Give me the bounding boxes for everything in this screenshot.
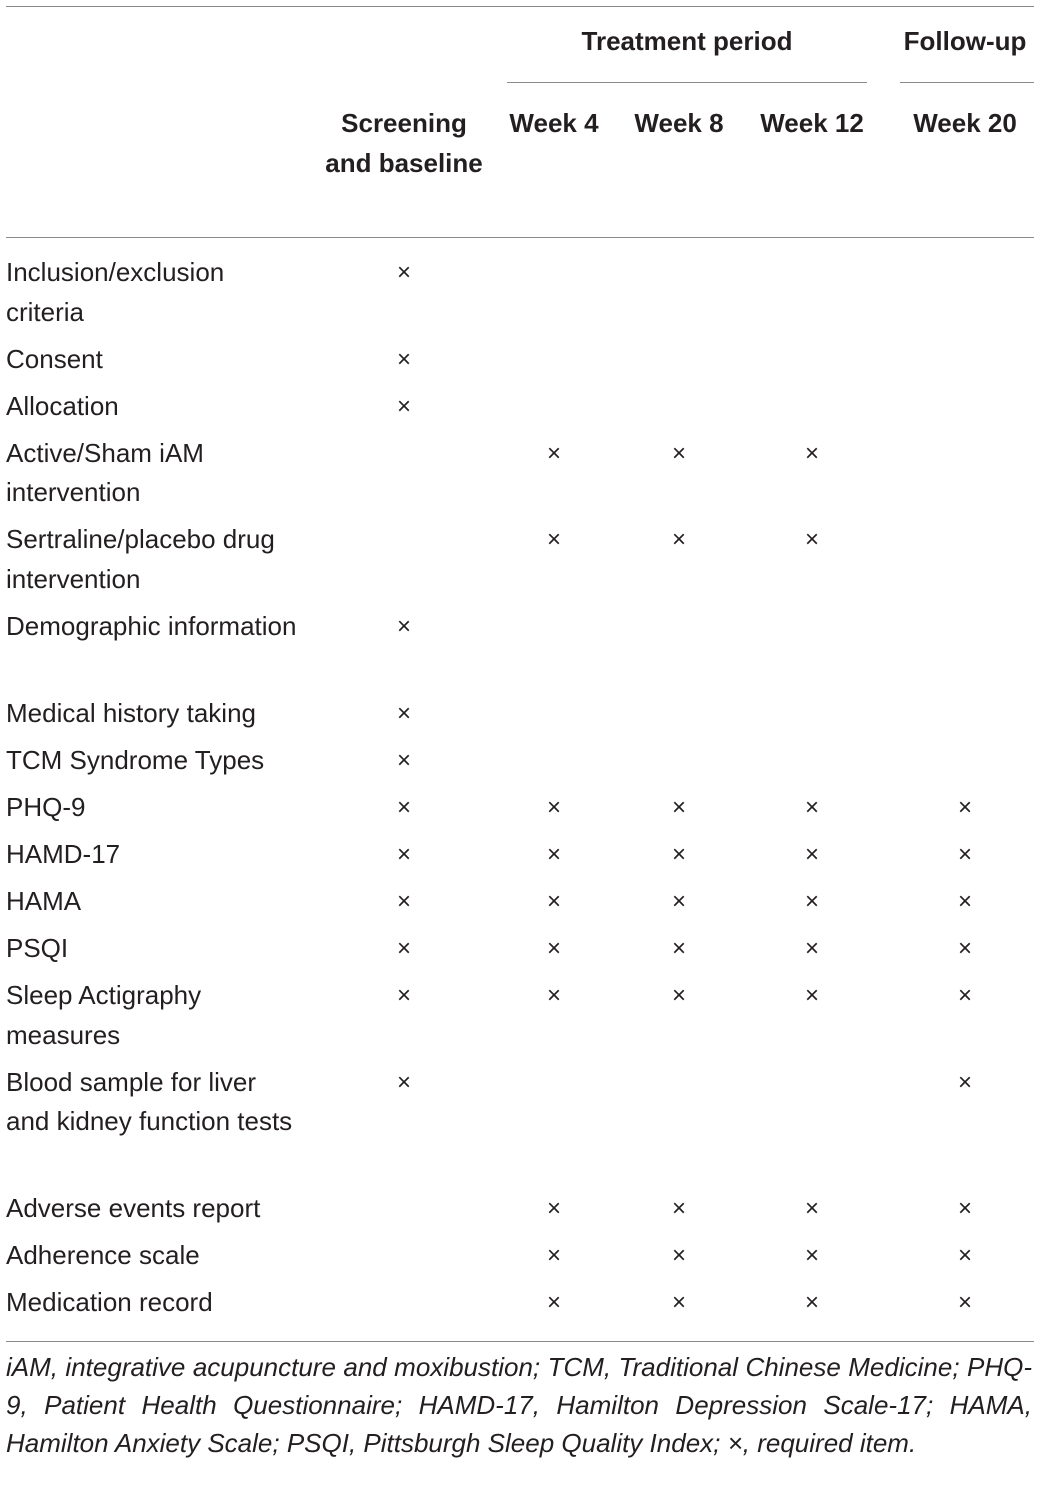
group-header-treatment: Treatment period <box>581 26 793 56</box>
required-mark: × <box>671 887 686 915</box>
required-mark: × <box>546 887 561 915</box>
table-row <box>0 1236 1040 1283</box>
header-rule <box>6 237 1034 238</box>
row-label: Medical history taking <box>6 697 256 728</box>
required-mark: × <box>396 793 411 821</box>
row-label: Adverse events report <box>6 1192 261 1223</box>
col-header-week20: Week 20 <box>913 108 1017 138</box>
row-label: Sleep Actigraphy measures <box>6 980 202 1050</box>
row-label: Adherence scale <box>6 1239 200 1270</box>
table-row <box>0 835 1040 882</box>
row-label: HAMA <box>6 885 82 916</box>
required-mark: × <box>546 439 561 467</box>
required-mark: × <box>671 793 686 821</box>
required-mark: × <box>957 793 972 821</box>
required-mark: × <box>396 935 411 963</box>
table-row <box>0 520 1040 607</box>
table-row <box>0 253 1040 340</box>
required-mark: × <box>546 1289 561 1316</box>
required-mark: × <box>396 887 411 915</box>
top-rule <box>6 6 1034 7</box>
row-label: Inclusion/exclusion criteria <box>6 257 225 327</box>
required-mark: × <box>804 840 819 868</box>
required-mark: × <box>804 1194 819 1222</box>
required-mark: × <box>546 982 561 1010</box>
required-mark: × <box>671 526 686 554</box>
required-mark: × <box>957 1194 972 1222</box>
row-label: Blood sample for liver and kidney function tests <box>6 1066 293 1137</box>
table-row <box>0 434 1040 521</box>
required-mark: × <box>671 1194 686 1222</box>
required-mark: × <box>546 526 561 554</box>
table-row <box>0 340 1040 387</box>
required-mark: × <box>957 982 972 1010</box>
required-mark: × <box>804 439 819 467</box>
required-mark: × <box>546 1194 561 1222</box>
required-mark: × <box>957 935 972 963</box>
required-mark: × <box>671 1289 686 1316</box>
table-row <box>0 1283 1040 1330</box>
row-label: Active/Sham iAM intervention <box>6 437 204 508</box>
table-row <box>0 741 1040 788</box>
required-mark: × <box>396 259 411 286</box>
row-label: TCM Syndrome Types <box>6 744 265 775</box>
required-mark: × <box>396 392 411 420</box>
row-label: HAMD-17 <box>6 838 121 869</box>
row-label: Sertraline/placebo drug intervention <box>6 524 275 594</box>
row-label: PHQ-9 <box>6 791 86 822</box>
required-mark: × <box>396 1068 411 1096</box>
required-mark: × <box>546 1241 561 1269</box>
table-row <box>0 694 1040 741</box>
required-mark: × <box>396 840 411 868</box>
bottom-rule <box>6 1341 1034 1342</box>
required-mark: × <box>804 1289 819 1316</box>
required-mark: × <box>396 612 411 640</box>
col-header-week12: Week 12 <box>760 108 864 138</box>
required-mark: × <box>804 526 819 554</box>
required-mark: × <box>546 840 561 868</box>
table-row <box>0 1063 1040 1189</box>
required-mark: × <box>396 345 411 373</box>
group-header-followup: Follow-up <box>903 26 1027 56</box>
table-row <box>0 929 1040 976</box>
row-label: PSQI <box>6 933 69 964</box>
table-row <box>0 387 1040 434</box>
required-mark: × <box>957 1241 972 1269</box>
required-mark: × <box>957 1068 972 1096</box>
required-mark: × <box>671 439 686 467</box>
row-label: Medication record <box>6 1287 213 1317</box>
required-mark: × <box>396 746 411 774</box>
required-mark: × <box>804 1241 819 1269</box>
row-label: Allocation <box>6 390 119 421</box>
table-row <box>0 607 1040 694</box>
required-mark: × <box>671 840 686 868</box>
required-mark: × <box>957 887 972 915</box>
treatment-group-rule <box>507 82 867 83</box>
table-row <box>0 976 1040 1063</box>
followup-group-rule <box>900 82 1034 83</box>
table-footnote: iAM, integrative acupuncture and moxibustion; TCM, Traditional Chinese Medicine; PHQ-9, Patient Health Questionnaire; HAMD-17, Hamilton Depression Scale-17; HAMA, Hamilton Anxiety Scale; PSQI, Pittsburgh Sleep Quality Index; ×, required item. <box>6 1352 1032 1458</box>
required-mark: × <box>804 982 819 1010</box>
row-label: Demographic information <box>6 610 297 641</box>
required-mark: × <box>671 1241 686 1269</box>
required-mark: × <box>671 982 686 1010</box>
required-mark: × <box>804 935 819 963</box>
table-row <box>0 788 1040 835</box>
required-mark: × <box>396 699 411 727</box>
required-mark: × <box>396 982 411 1010</box>
table-row <box>0 1189 1040 1236</box>
required-mark: × <box>957 840 972 868</box>
required-mark: × <box>804 887 819 915</box>
required-mark: × <box>671 935 686 963</box>
required-mark: × <box>546 793 561 821</box>
table-body <box>0 253 1040 1330</box>
col-header-week4: Week 4 <box>509 108 599 138</box>
col-header-baseline: Screening and baseline <box>325 108 483 178</box>
required-mark: × <box>804 793 819 821</box>
table-row <box>0 882 1040 929</box>
col-header-week8: Week 8 <box>634 108 724 138</box>
required-mark: × <box>546 935 561 963</box>
row-label: Consent <box>6 343 103 374</box>
required-mark: × <box>957 1289 972 1316</box>
